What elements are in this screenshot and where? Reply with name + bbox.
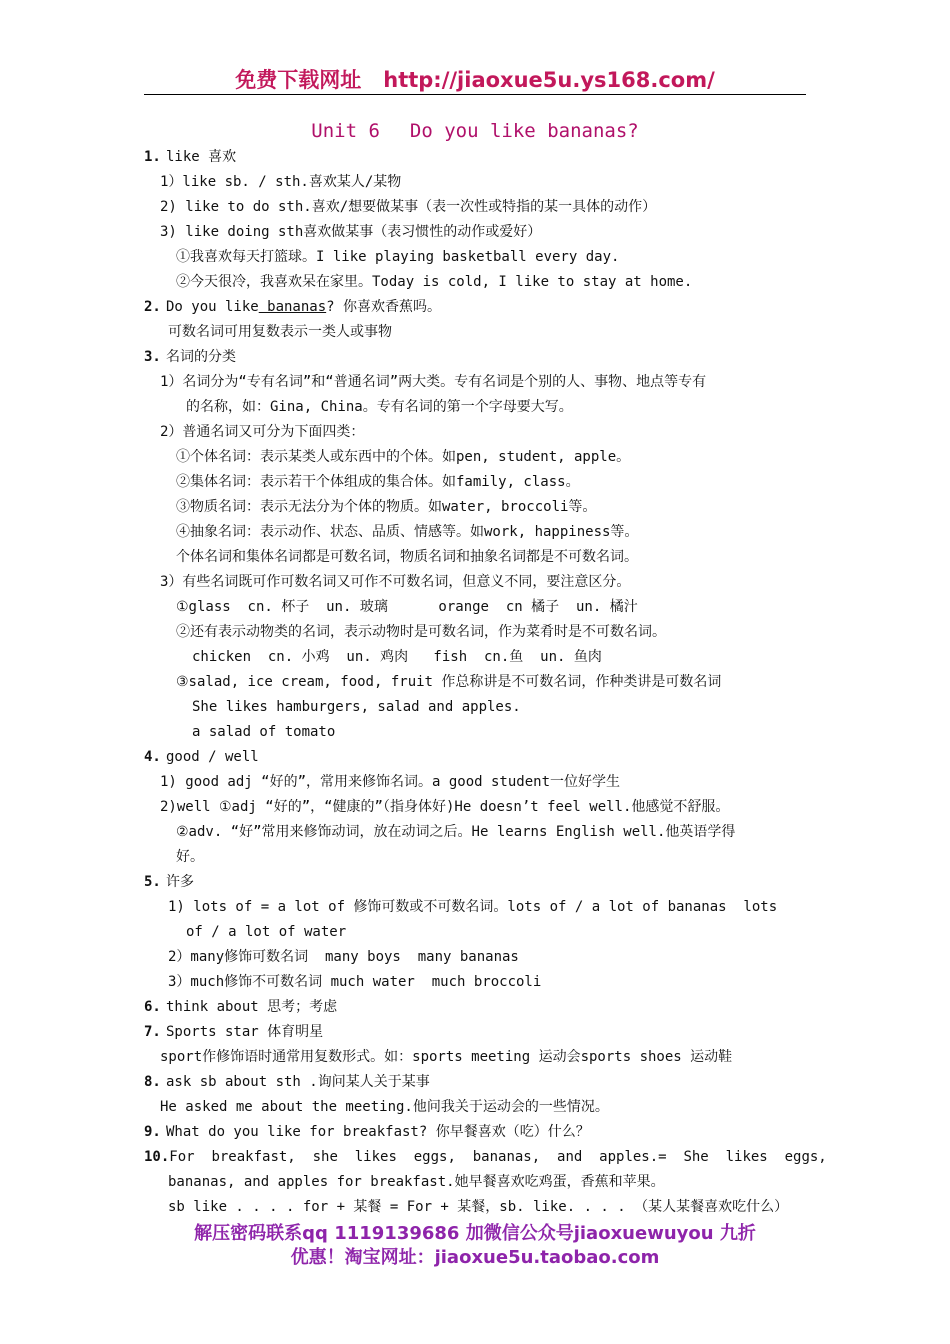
list-item: 2）普通名词又可分为下面四类：: [160, 424, 365, 440]
list-item: 1) good adj “好的”，常用来修饰名词。a good student一位好学生: [160, 774, 621, 790]
list-item: 10.For breakfast, she likes eggs, bananas, and apples.= She likes eggs,: [144, 1149, 827, 1165]
list-item: 2) like to do sth.喜欢/想要做某事（表一次性或特指的某一具体的动作）: [160, 199, 657, 215]
list-item: 3) like doing sth喜欢做某事（表习惯性的动作或爱好）: [160, 224, 542, 240]
list-item: 好。: [176, 849, 204, 865]
page-header: [144, 64, 806, 94]
header-label: 免费下载网址: [235, 68, 362, 92]
list-item: sport作修饰语时通常用复数形式。如：sports meeting 运动会sports shoes 运动鞋: [160, 1049, 733, 1065]
list-item: chicken cn. 小鸡 un. 鸡肉 fish cn.鱼 un. 鱼肉: [192, 649, 602, 665]
list-item: She likes hamburgers, salad and apples.: [192, 699, 521, 715]
list-item: 3）much修饰不可数名词 much water much broccoli: [168, 974, 542, 990]
list-item: 8. ask sb about sth .询问某人关于某事: [144, 1074, 430, 1090]
list-item: 4. good / well: [144, 749, 259, 765]
list-item: bananas, and apples for breakfast.她早餐喜欢吃鸡蛋，香蕉和苹果。: [168, 1174, 665, 1190]
footer-line-1: 解压密码联系qq 1119139686 加微信公众号jiaoxuewuyou 九折: [194, 1223, 756, 1244]
list-item: ②今天很冷，我喜欢呆在家里。Today is cold, I like to stay at home.: [176, 274, 693, 290]
list-item: 可数名词可用复数表示一类人或事物: [168, 324, 392, 340]
title-text: Do you like bananas?: [409, 120, 639, 142]
list-item: ②集体名词：表示若干个体组成的集合体。如family, class。: [176, 474, 580, 490]
list-item: ①个体名词：表示某类人或东西中的个体。如pen, student, apple。: [176, 449, 631, 465]
document-body: [144, 145, 827, 1220]
title-unit: Unit 6: [311, 120, 380, 142]
list-item: ②还有表示动物类的名词，表示动物时是可数名词，作为菜肴时是不可数名词。: [176, 624, 666, 640]
list-item: 1）like sb. / sth.喜欢某人/某物: [160, 174, 402, 190]
list-item: 6. think about 思考；考虑: [144, 999, 338, 1015]
list-item: ①glass cn. 杯子 un. 玻璃 orange cn 橘子 un. 橘汁: [176, 599, 638, 615]
list-item: He asked me about the meeting.他问我关于运动会的一些情况。: [160, 1099, 609, 1115]
list-item: 2）many修饰可数名词 many boys many bananas: [168, 949, 519, 965]
list-item: 2)well ①adj “好的”，“健康的”（指身体好)He doesn’t feel well.他感觉不舒服。: [160, 799, 730, 815]
list-item: 9. What do you like for breakfast? 你早餐喜欢（吃）什么？: [144, 1124, 590, 1140]
list-item: 3）有些名词既可作可数名词又可作不可数名词，但意义不同，要注意区分。: [160, 574, 631, 590]
list-item: 7. Sports star 体育明星: [144, 1024, 324, 1040]
list-item: 1) lots of = a lot of 修饰可数或不可数名词。lots of / a lot of bananas lots: [168, 899, 778, 915]
footer-line-2[interactable]: 优惠！淘宝网址：jiaoxue5u.taobao.com: [290, 1247, 660, 1268]
header-divider: [144, 94, 806, 95]
list-item: ①我喜欢每天打篮球。I like playing basketball every day.: [176, 249, 620, 265]
list-item: sb like . . . . for + 某餐 = For + 某餐，sb. like. . . . （某人某餐喜欢吃什么）: [168, 1199, 789, 1215]
list-item: of / a lot of water: [186, 924, 347, 940]
underlined-word: bananas: [258, 299, 327, 315]
header-url[interactable]: http://jiaoxue5u.ys168.com/: [383, 68, 715, 92]
list-item: ②adv. “好”常用来修饰动词，放在动词之后。He learns English well.他英语学得: [176, 824, 736, 840]
list-item: 1. like 喜欢: [144, 149, 237, 165]
list-item: ③物质名词：表示无法分为个体的物质。如water, broccoli等。: [176, 499, 597, 515]
list-item: 个体名词和集体名词都是可数名词，物质名词和抽象名词都是不可数名词。: [176, 549, 638, 565]
list-item: 1）名词分为“专有名词”和“普通名词”两大类。专有名词是个别的人、事物、地点等专有: [160, 374, 707, 390]
list-item: 5. 许多: [144, 874, 194, 890]
list-item: 3. 名词的分类: [144, 349, 236, 365]
page-title: [0, 120, 950, 142]
list-item: ④抽象名词：表示动作、状态、品质、情感等。如work, happiness等。: [176, 524, 639, 540]
list-item: 的名称，如：Gina, China。专有名词的第一个字母要大写。: [186, 399, 573, 415]
list-item: ③salad, ice cream, food, fruit 作总称讲是不可数名词，作种类讲是可数名词: [176, 674, 722, 690]
list-item: a salad of tomato: [192, 724, 336, 740]
list-item: 2. Do you like bananas? 你喜欢香蕉吗。: [144, 299, 442, 315]
